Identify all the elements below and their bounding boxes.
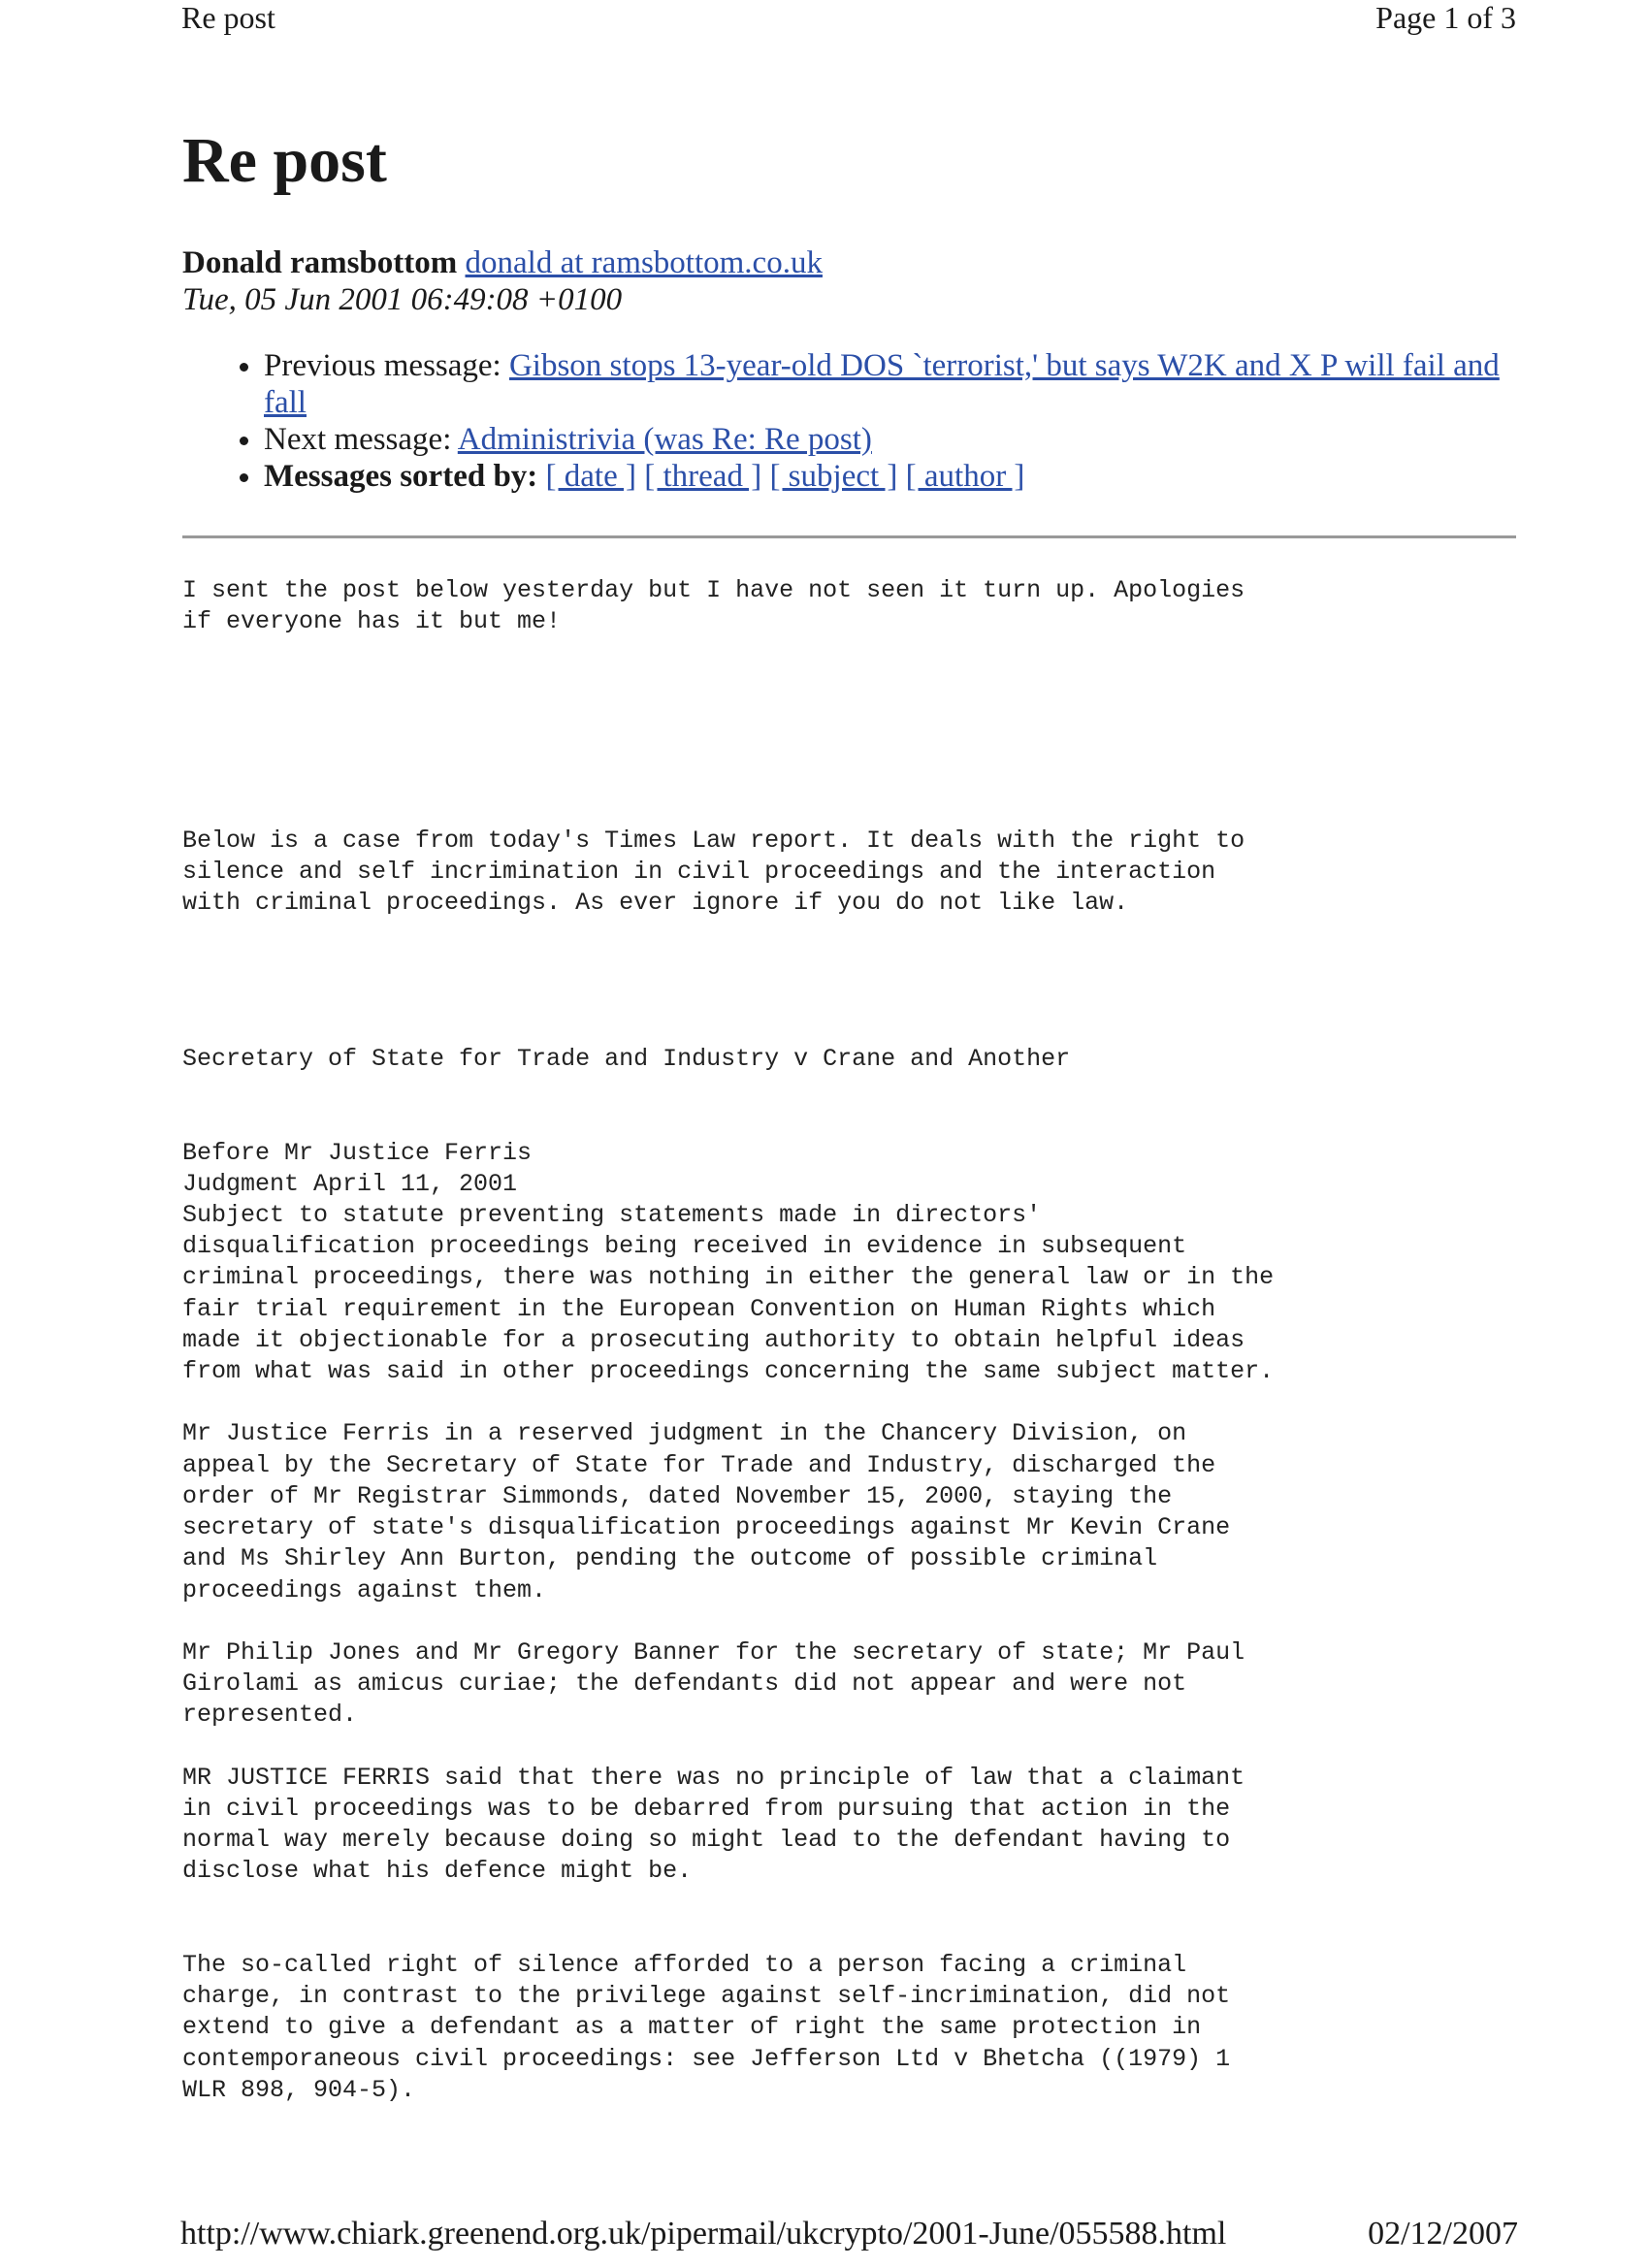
previous-message-label: Previous message: (264, 348, 501, 383)
sort-by-thread-link[interactable]: [ thread ] (644, 459, 762, 494)
previous-message-item (264, 347, 1516, 421)
page-title: Re post (182, 125, 387, 196)
sorted-by-item (264, 458, 1516, 495)
header-divider (182, 535, 1516, 538)
print-header-page-number: Page 1 of 3 (1375, 0, 1516, 35)
message-content (182, 116, 1516, 2106)
message-body: I sent the post below yesterday but I have not seen it turn up. Apologies if everyone has it but me! Below is a case from today's Times Law report. It deals with the right to silence and self incrimination in civil proceedings and the interaction with criminal proceedings. As ever ignore if you do not like law. Secretary of State for Trade and Industry v Crane and Another Before Mr Justice Ferris Judgment April 11, 2001 Subject to statute preventing statements made in directors' disqualification proceedings being received in evidence in subsequent criminal proceedings, there was nothing in either the general law or in the fair trial requirement in the European Convention on Human Rights which made it objectionable for a prosecuting authority to obtain helpful ideas from what was said in other proceedings concerning the same subject matter. Mr Justice Ferris in a reserved judgment in the Chancery Division, on appeal by the Secretary of State for Trade and Industry, discharged the order of Mr Registrar Simmonds, dated November 15, 2000, staying the secretary of state's disqualification proceedings against Mr Kevin Crane and Ms Shirley Ann Burton, pending the outcome of possible criminal proceedings against them. Mr Philip Jones and Mr Gregory Banner for the secretary of state; Mr Paul Girolami as amicus curiae; the defendants did not appear and were not represented. MR JUSTICE FERRIS said that there was no principle of law that a claimant in civil proceedings was to be debarred from pursuing that action in the normal way merely because doing so might lead to the defendant having to disclose what his defence might be. The so-called right of silence afforded to a person facing a criminal charge, in contrast to the privilege against self-incrimination, did not extend to give a defendant as a matter of right the same protection in contemporaneous civil proceedings: see Jefferson Ltd v Bhetcha ((1979) 1 WLR 898, 904-5). (182, 576, 1275, 2104)
sorted-by-label: Messages sorted by: (264, 459, 538, 494)
next-message-item (264, 421, 1516, 458)
previous-message-link[interactable]: Gibson stops 13-year-old DOS `terrorist,' but says W2K and X P will fail and fall (264, 348, 1500, 420)
print-header (181, 0, 1516, 39)
next-message-label: Next message: (264, 422, 452, 457)
message-nav (182, 347, 1516, 495)
sort-by-subject-link[interactable]: [ subject ] (769, 459, 898, 494)
sort-by-date-link[interactable]: [ date ] (545, 459, 636, 494)
print-footer-date: 02/12/2007 (1368, 2216, 1518, 2252)
message-date: Tue, 05 Jun 2001 06:49:08 +0100 (182, 282, 623, 317)
author-name: Donald ramsbottom (182, 245, 458, 280)
print-header-title: Re post (181, 0, 275, 35)
author-email-link[interactable]: donald at ramsbottom.co.uk (465, 245, 823, 280)
sort-by-author-link[interactable]: [ author ] (905, 459, 1025, 494)
print-footer-url: http://www.chiark.greenend.org.uk/pipermail/ukcrypto/2001-June/055588.html (180, 2216, 1227, 2252)
author-line (182, 244, 1516, 281)
next-message-link[interactable]: Administrivia (was Re: Re post) (457, 422, 872, 457)
